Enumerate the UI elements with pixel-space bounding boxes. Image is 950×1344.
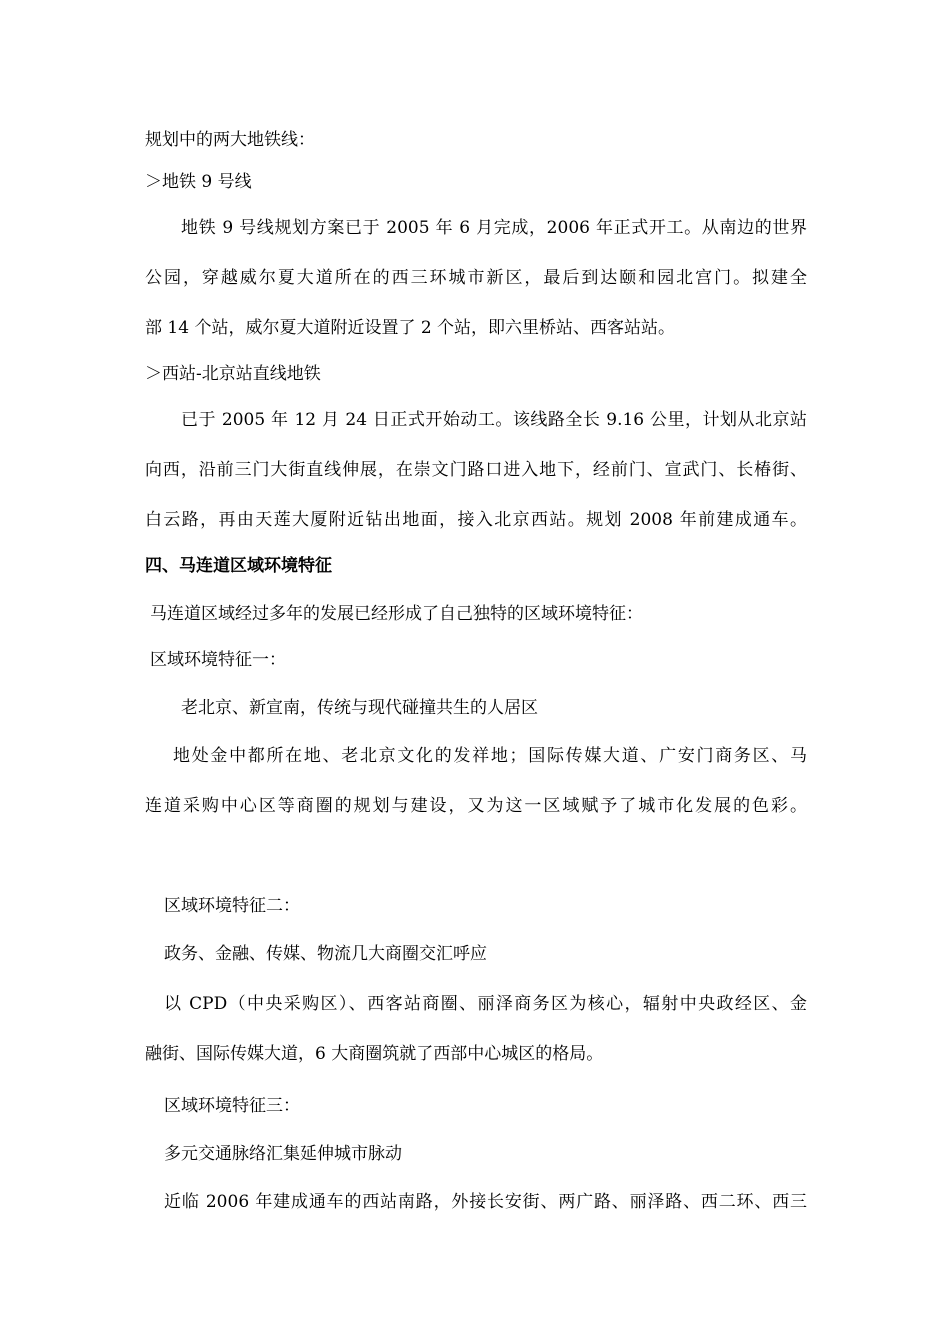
xizhan-subway-heading: ＞西站-北京站直线地铁 (145, 364, 321, 384)
paragraph-line: 地处金中都所在地、老北京文化的发祥地；国际传媒大道、广安门商务区、马 (173, 746, 807, 766)
paragraph-line: 白云路，再由天莲大厦附近钻出地面，接入北京西站。规划 2008 年前建成通车。 (145, 510, 807, 530)
feature-label: 区域环境特征三： (164, 1096, 300, 1116)
paragraph-line: 近临 2006 年建成通车的西站南路，外接长安街、两广路、丽泽路、西二环、西三 (164, 1192, 807, 1212)
feature-label: 区域环境特征二： (164, 896, 300, 916)
paragraph-line: 已于 2005 年 12 月 24 日正式开始动工。该线路全长 9.16 公里，计划从北京站 (181, 410, 807, 430)
feature-label: 区域环境特征一： (150, 650, 286, 670)
paragraph-line: 向西，沿前三门大街直线伸展，在崇文门路口进入地下，经前门、宣武门、长椿街、 (145, 460, 807, 480)
feature-title: 多元交通脉络汇集延伸城市脉动 (164, 1144, 402, 1164)
paragraph-line: 连道采购中心区等商圈的规划与建设，又为这一区域赋予了城市化发展的色彩。 (145, 796, 807, 816)
paragraph-line: 马连道区域经过多年的发展已经形成了自己独特的区域环境特征： (150, 604, 643, 624)
feature-title: 老北京、新宣南，传统与现代碰撞共生的人居区 (181, 698, 538, 718)
paragraph-line: 公园，穿越威尔夏大道所在的西三环城市新区，最后到达颐和园北宫门。拟建全 (145, 268, 807, 288)
intro-line: 规划中的两大地铁线： (145, 130, 315, 150)
section-heading: 四、马连道区域环境特征 (145, 556, 332, 576)
paragraph-line: 地铁 9 号线规划方案已于 2005 年 6 月完成，2006 年正式开工。从南边的世界 (181, 218, 807, 238)
subway-line-9-heading: ＞地铁 9 号线 (145, 172, 252, 192)
feature-title: 政务、金融、传媒、物流几大商圈交汇呼应 (164, 944, 487, 964)
paragraph-line: 以 CPD（中央采购区）、西客站商圈、丽泽商务区为核心，辐射中央政经区、金 (164, 994, 807, 1014)
paragraph-line: 融街、国际传媒大道，6 大商圈筑就了西部中心城区的格局。 (145, 1044, 604, 1064)
paragraph-line: 部 14 个站，威尔夏大道附近设置了 2 个站，即六里桥站、西客站站。 (145, 318, 676, 338)
